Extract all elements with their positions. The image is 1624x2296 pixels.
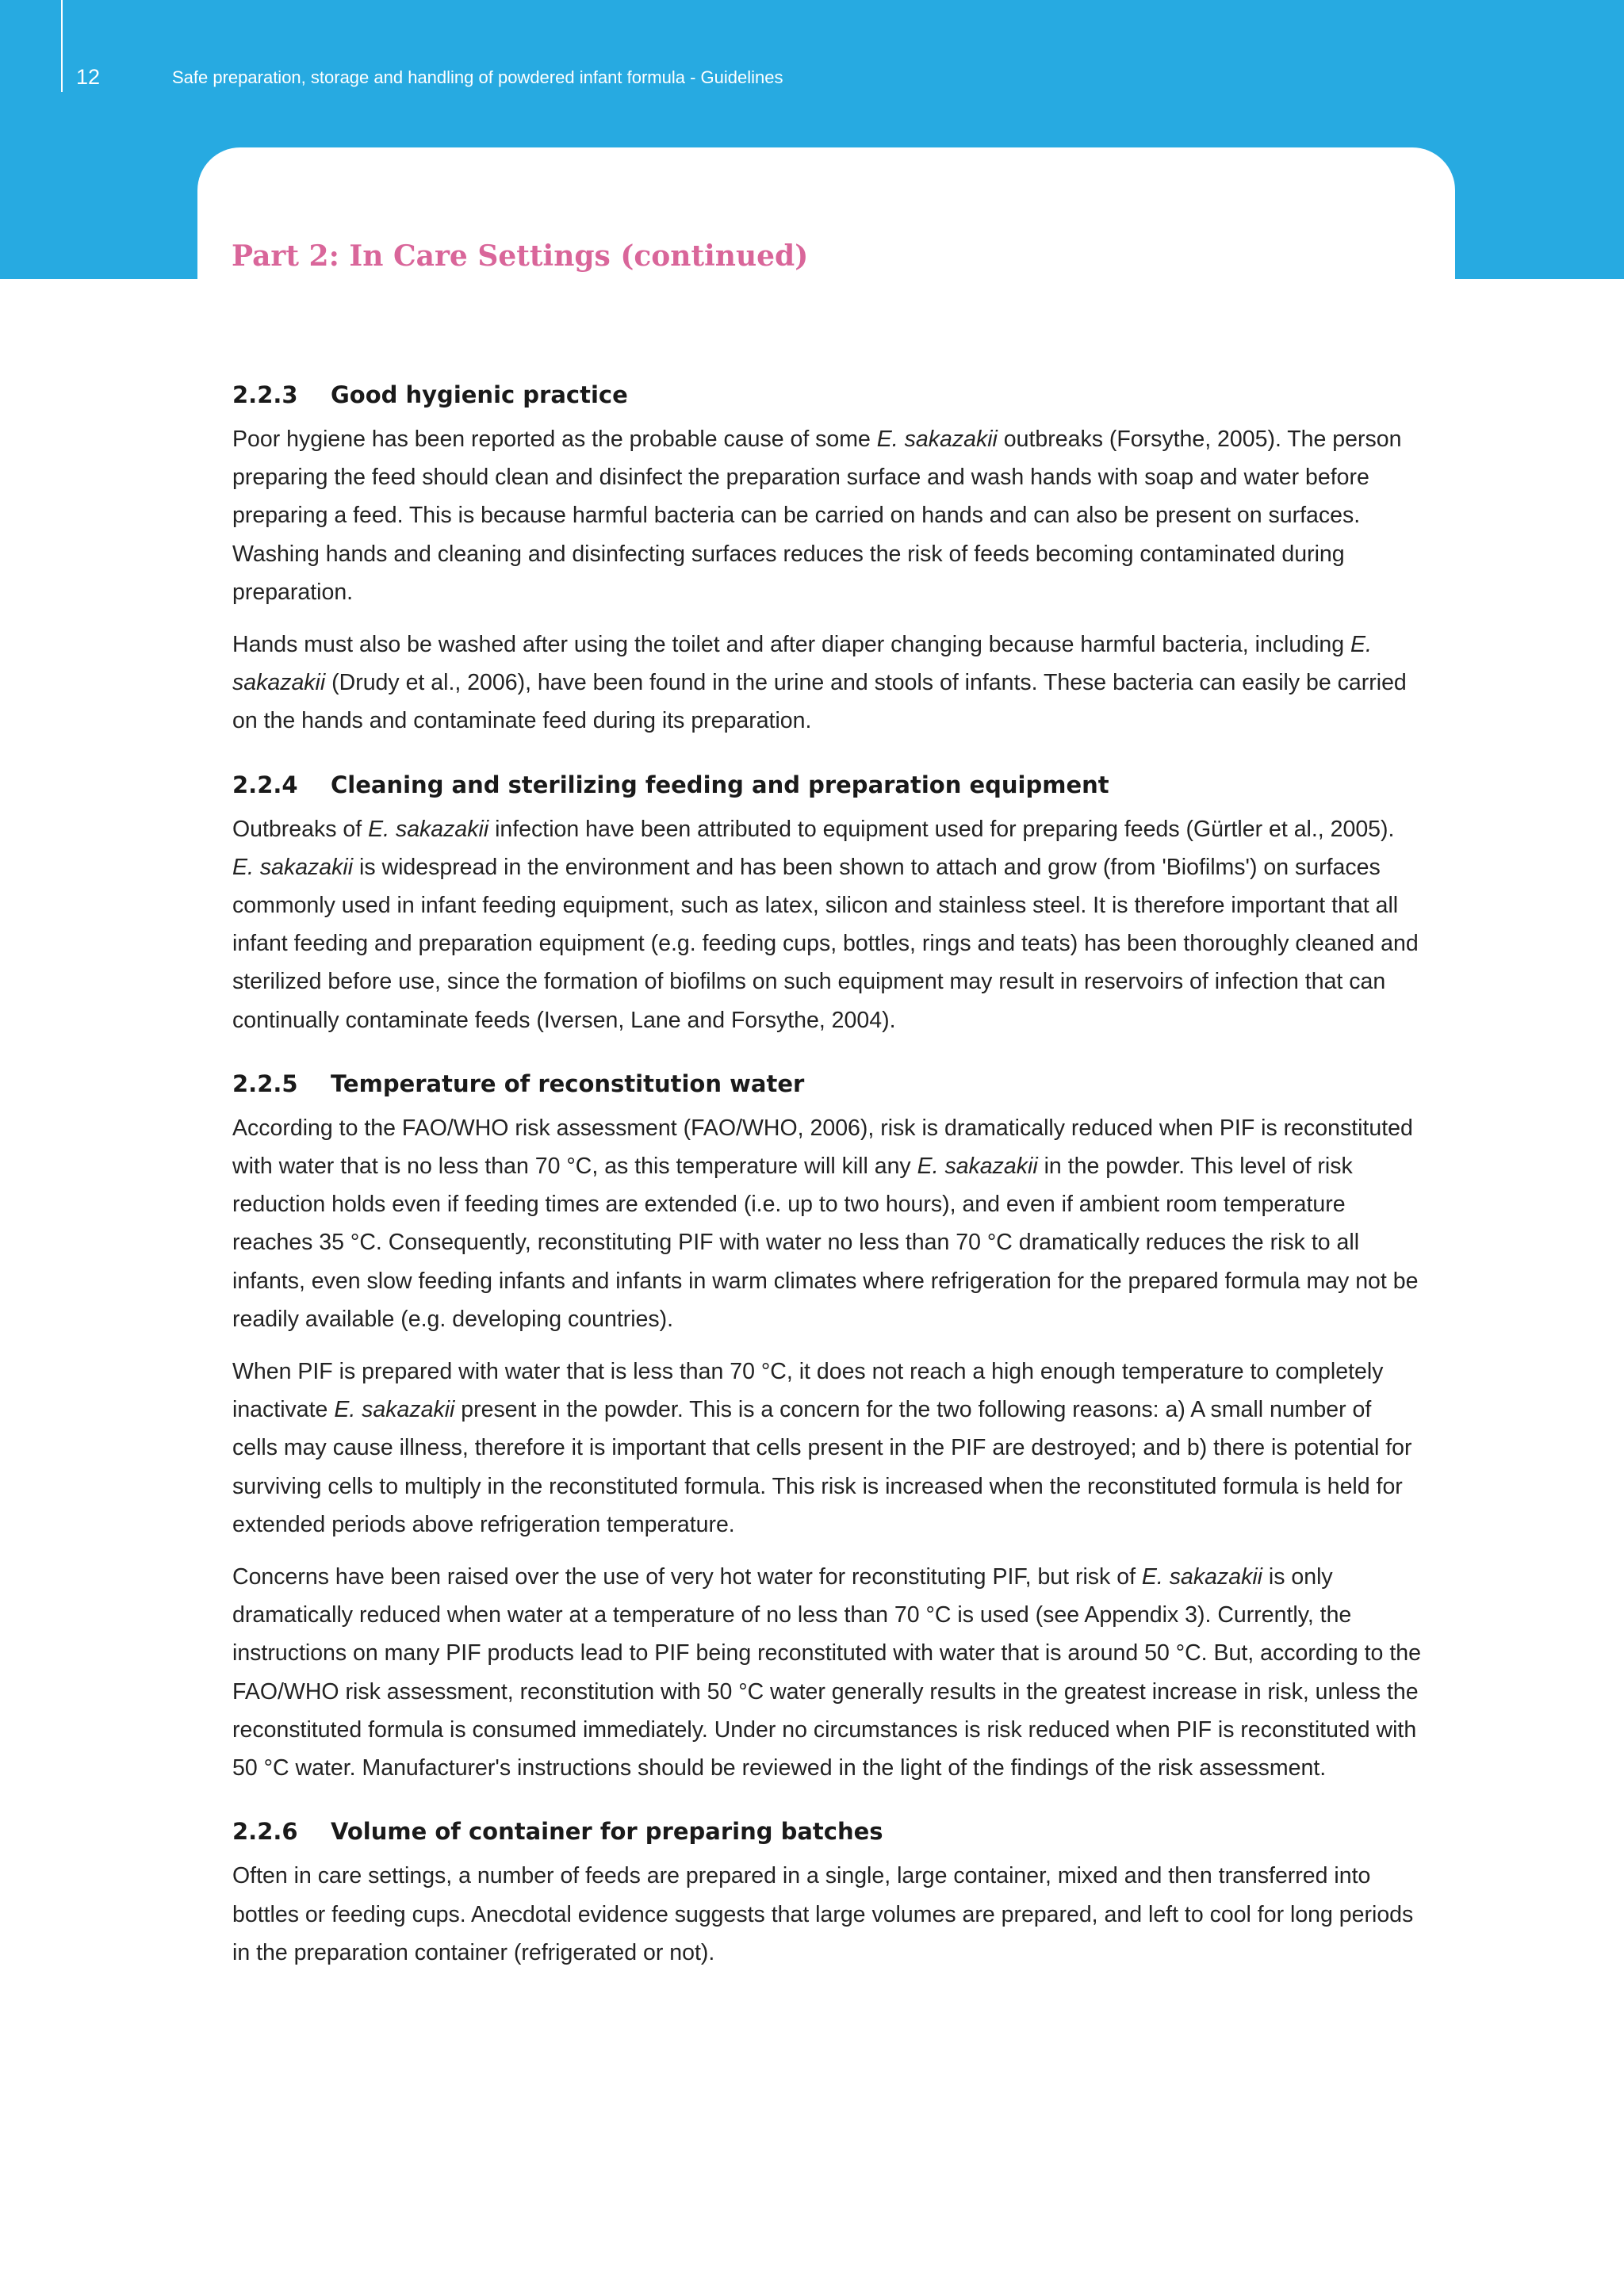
section-number: 2.2.4 (232, 771, 298, 798)
section-heading (232, 1812, 1422, 1850)
paragraph-text: Outbreaks of (232, 816, 369, 842)
paragraph (232, 810, 1422, 1039)
paragraph-text: outbreaks (Forsythe, 2005). The person preparing the feed should clean and disinfect the preparation surface and wash hands with soap and water before preparing a feed. This is because harmful bacteria can be carried on hands and can also be present on surfaces. Washing hands and cleaning and disinfecting surfaces reduces the risk of feeds becoming contaminated during preparation. (232, 427, 1402, 605)
paragraph-text: infection have been attributed to equipment used for preparing feeds (Gürtler et al., 2005). (488, 816, 1395, 842)
header-divider (61, 0, 63, 92)
paragraph-text: Often in care settings, a number of feeds are prepared in a single, large container, mixed and then transferred into bottles or feeding cups. Anecdotal evidence suggests that large volumes are prepared, and left to cool for long periods in the preparation container (refrigerated or not). (232, 1863, 1414, 1965)
paragraph-text: is only dramatically reduced when water at a temperature of no less than 70 °C is used (see Appendix 3). Currently, the instructions on many PIF products lead to PIF being reconstituted with water that is around 50 °C. But, according to the FAO/WHO risk assessment, reconstitution with 50 °C water generally results in the greatest increase in risk, unless the reconstituted formula is consumed immediately. Under no circumstances is risk reduced when PIF is reconstituted with 50 °C water. Manufacturer's instructions should be reviewed in the light of the findings of the risk assessment. (232, 1564, 1421, 1781)
paragraph-text: is widespread in the environment and has been shown to attach and grow (from 'Biofilms') on surfaces commonly used in infant feeding equipment, such as latex, silicon and stainless steel. It is therefore important that all infant feeding and preparation equipment (e.g. feeding cups, bottles, rings and teats) has been thoroughly cleaned and sterilized before use, since the formation of biofilms on such equipment may result in reservoirs of infection that can continually contaminate feeds (Iversen, Lane and Forsythe, 2004). (232, 854, 1419, 1033)
section-2-2-3 (232, 376, 1422, 740)
section-title: Good hygienic practice (331, 381, 628, 408)
section-2-2-5 (232, 1065, 1422, 1787)
section-heading (232, 1065, 1422, 1103)
species-name: E. sakazakii (876, 427, 998, 452)
main-content (232, 376, 1422, 1997)
species-name: E. sakazakii (1141, 1564, 1262, 1590)
section-title: Temperature of reconstitution water (331, 1070, 805, 1097)
section-number: 2.2.6 (232, 1818, 298, 1846)
paragraph (232, 626, 1422, 740)
section-title: Cleaning and sterilizing feeding and preparation equipment (331, 771, 1109, 798)
paragraph (232, 1353, 1422, 1544)
paragraph (232, 420, 1422, 611)
section-number: 2.2.3 (232, 381, 298, 408)
paragraph-text: When PIF is prepared with water that is less than 70 °C, it does not reach a high enough temperature to completely inactivate (232, 1359, 1384, 1423)
paragraph-text: Hands must also be washed after using the toilet and after diaper changing because harmful bacteria, including (232, 632, 1351, 658)
paragraph-text: present in the powder. This is a concern for the two following reasons: a) A small number of cells may cause illness, therefore it is important that cells present in the PIF are destroyed; and b) there is potential for surviving cells to multiply in the reconstituted formula. This risk is increased when the reconstituted formula is held for extended periods above refrigeration temperature. (232, 1397, 1412, 1537)
running-title: Safe preparation, storage and handling of powdered infant formula - Guidelines (172, 67, 783, 87)
section-title: Volume of container for preparing batches (331, 1818, 883, 1846)
species-name: E. sakazakii (368, 816, 489, 842)
species-name: E. sakazakii (232, 854, 354, 880)
species-name: E. sakazakii (334, 1397, 455, 1423)
paragraph-text: Poor hygiene has been reported as the probable cause of some (232, 427, 877, 452)
section-heading (232, 766, 1422, 804)
species-name: E. sakazakii (917, 1154, 1038, 1180)
page-number: 12 (76, 65, 101, 89)
paragraph (232, 1558, 1422, 1787)
paragraph-text: (Drudy et al., 2006), have been found in the urine and stools of infants. These bacteria can easily be carried on the hands and contaminate feed during its preparation. (232, 670, 1407, 734)
section-heading (232, 376, 1422, 414)
paragraph (232, 1109, 1422, 1338)
paragraph-text: Concerns have been raised over the use of very hot water for reconstituting PIF, but risk of (232, 1564, 1142, 1590)
paragraph-text: According to the FAO/WHO risk assessment (FAO/WHO, 2006), risk is dramatically reduced when PIF is reconstituted with water that is no less than 70 °C, as this temperature will kill any (232, 1115, 1413, 1180)
paragraph (232, 1857, 1422, 1972)
paragraph-text: in the powder. This level of risk reduction holds even if feeding times are extended (i.e. up to two hours), and even if ambient room temperature reaches 35 °C. Consequently, reconstituting PIF with water no less than 70 °C dramatically reduces the risk to all infants, even slow feeding infants and infants in warm climates where refrigeration for the prepared formula may not be readily available (e.g. developing countries). (232, 1154, 1419, 1332)
section-number: 2.2.5 (232, 1070, 298, 1097)
part-title: Part 2: In Care Settings (continued) (232, 239, 809, 273)
section-2-2-6 (232, 1812, 1422, 1972)
section-2-2-4 (232, 766, 1422, 1039)
species-name: E. sakazakii (232, 632, 1372, 696)
